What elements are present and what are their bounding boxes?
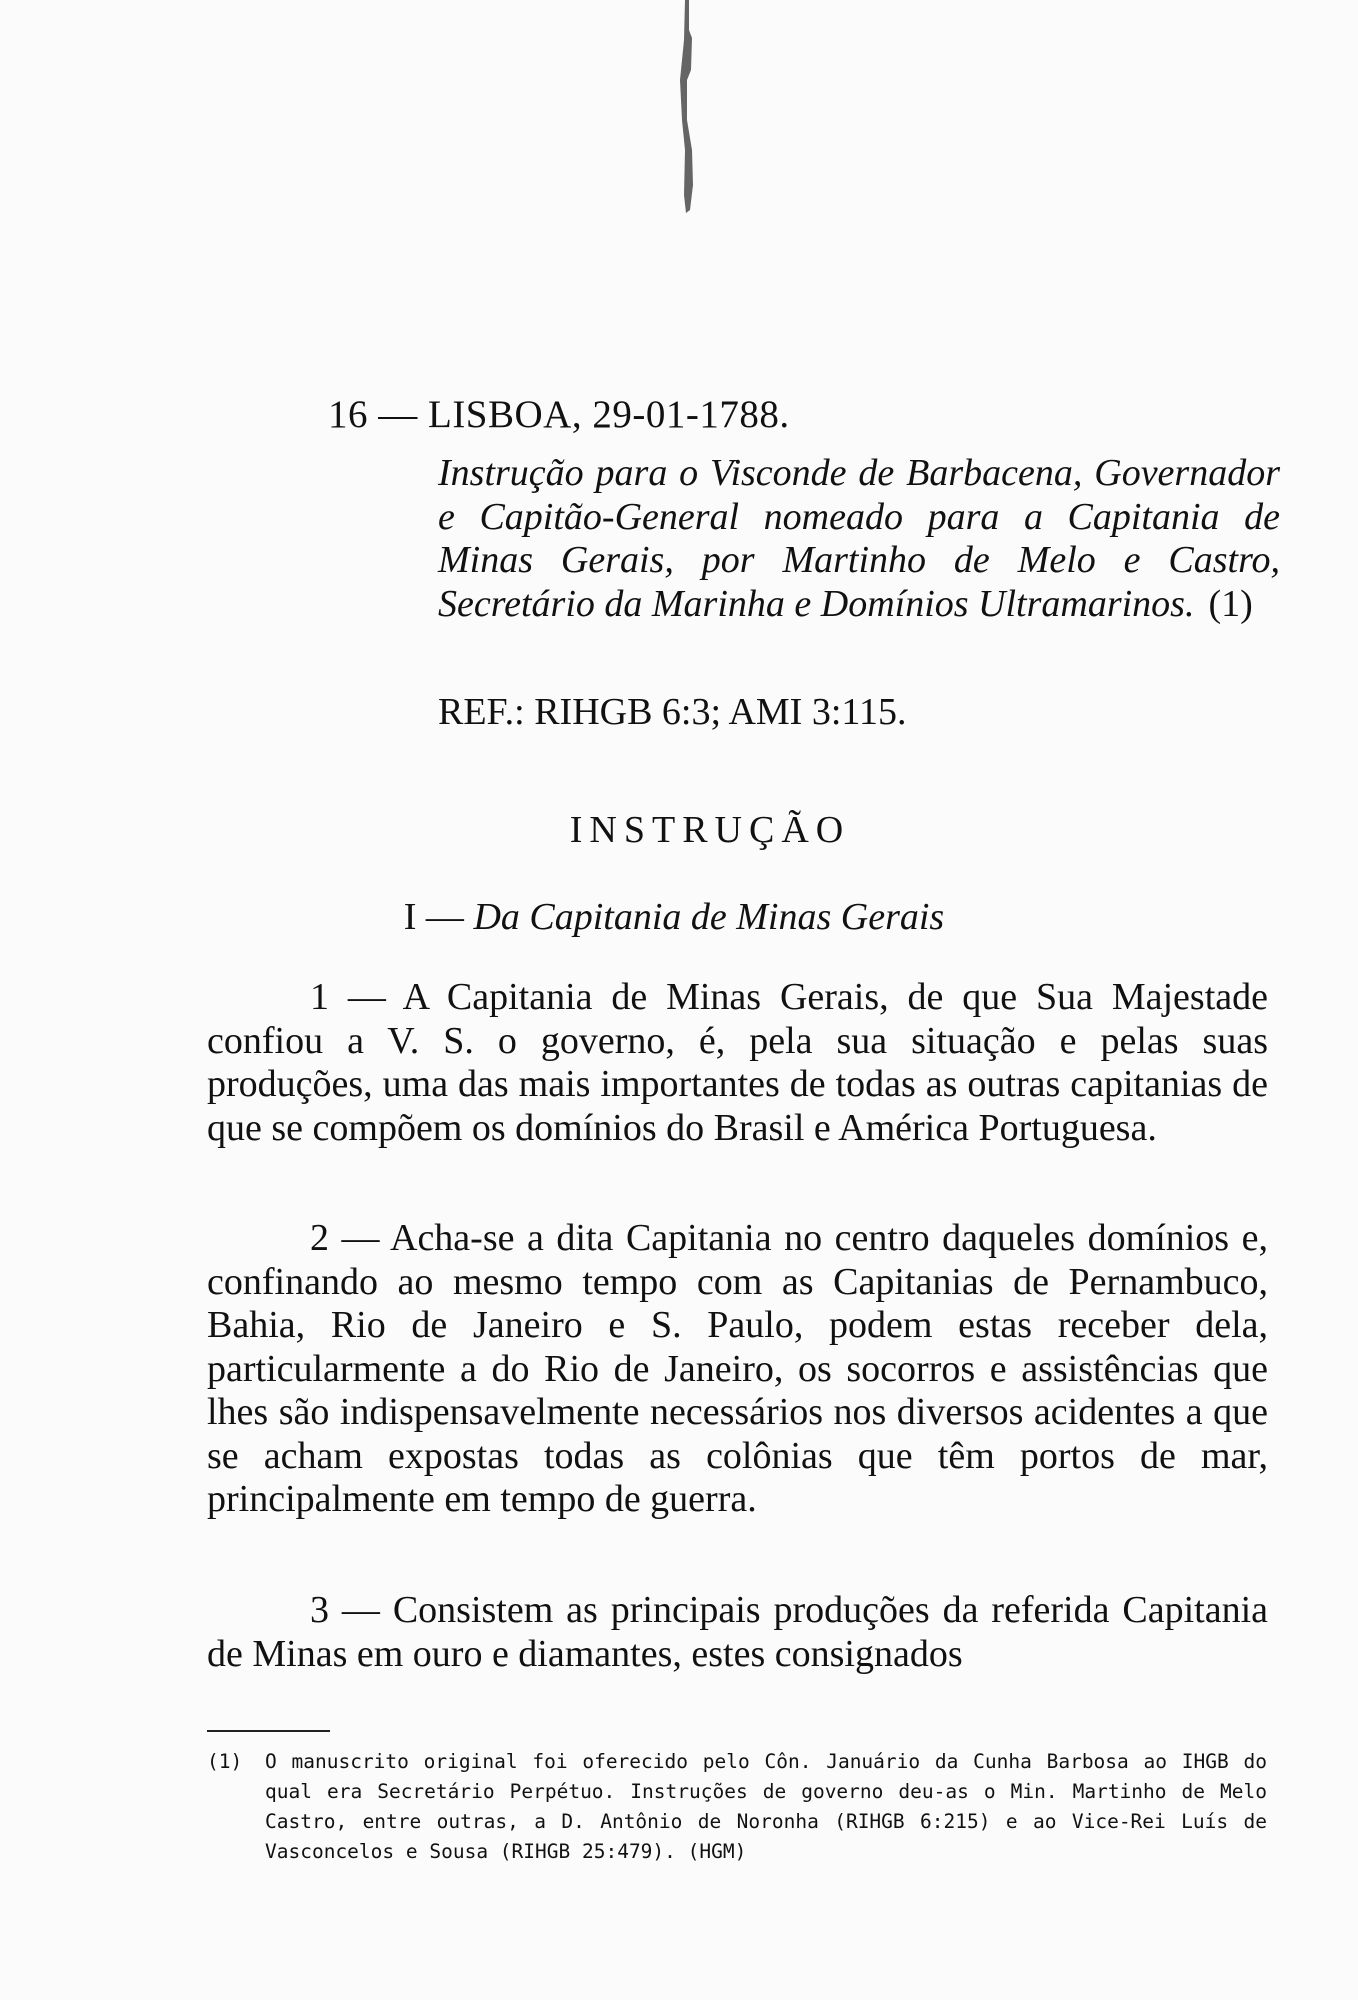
- entry-heading: 16 — LISBOA, 29-01-1788.: [328, 393, 790, 436]
- paragraph-number: 1 —: [310, 976, 386, 1018]
- section-heading: [0, 895, 1358, 939]
- footnote-marker: (1): [207, 1750, 243, 1773]
- footnote-divider: [207, 1730, 330, 1732]
- document-title: INSTRUÇÃO: [569, 809, 851, 851]
- paragraph-1: [207, 976, 1268, 1150]
- paragraph-text: Consistem as principais produções da referida Capitania de Minas em ouro e diamantes, estes consignados: [207, 1589, 1268, 1675]
- entry-reference: REF.: RIHGB 6:3; AMI 3:115.: [438, 691, 907, 733]
- entry-title-text: Instrução para o Visconde de Barbacena, Governador e Capitão-General nomeado para a Capitania de Minas Gerais, por Martinho de Melo e Castro, Secretário da Marinha e Domínios Ultramarinos.: [438, 452, 1280, 625]
- footnote-text: O manuscrito original foi oferecido pelo Côn. Januário da Cunha Barbosa ao IHGB do qual era Secretário Perpétuo. Instruções de governo deu-as o Min. Martinho de Melo Castro, entre outras, a D. Antônio de Noronha (RIHGB 6:215) e ao Vice-Rei Luís de Vasconcelos e Sousa (RIHGB 25:479). (HGM): [265, 1750, 1267, 1863]
- footnote: [207, 1747, 1267, 1867]
- paragraph-3: [207, 1589, 1268, 1676]
- paragraph-number: 2 —: [310, 1217, 380, 1259]
- section-number: I —: [403, 896, 464, 938]
- footnote-reference: (1): [1208, 582, 1253, 625]
- binding-mark: [665, 0, 707, 215]
- paragraph-2: [207, 1217, 1268, 1522]
- paragraph-text: A Capitania de Minas Gerais, de que Sua Majestade confiou a V. S. o governo, é, pela sua situação e pelas suas produções, uma das mais importantes de todas as outras capitanias de que se compõem os domínios do Brasil e América Portuguesa.: [207, 976, 1268, 1149]
- section-title: Da Capitania de Minas Gerais: [473, 896, 945, 938]
- paragraph-text: Acha-se a dita Capitania no centro daqueles domínios e, confinando ao mesmo tempo com as Capitanias de Pernambuco, Bahia, Rio de Janeiro e S. Paulo, podem estas receber dela, particularmente a do Rio de Janeiro, os socorros e assistências que lhes são indispensavelmente necessários nos diversos acidentes a que se acham expostas todas as colônias que têm portos de mar, principalmente em tempo de guerra.: [207, 1217, 1269, 1520]
- entry-title: [438, 452, 1280, 626]
- paragraph-number: 3 —: [310, 1589, 380, 1631]
